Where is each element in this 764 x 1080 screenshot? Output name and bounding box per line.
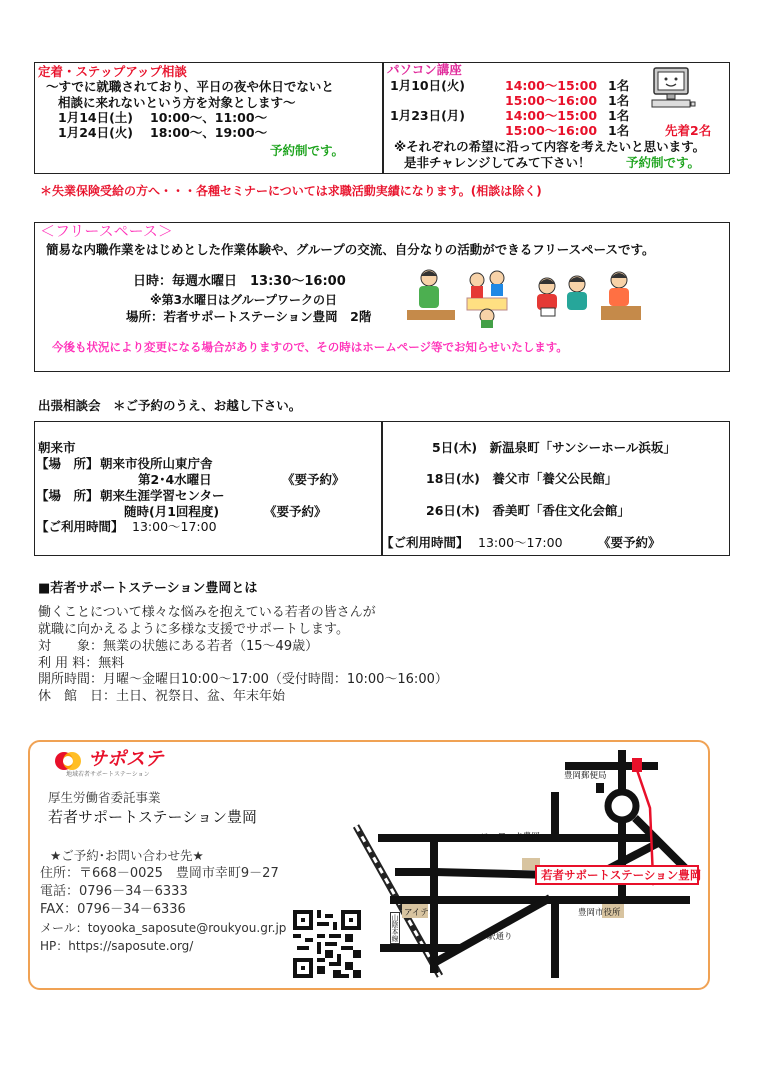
map-city-hall: 豊岡市役所 [578, 908, 621, 918]
outreach-place2-reserve: 《要予約》 [264, 504, 327, 519]
contact-fax: FAX：0796－34－6336 [40, 902, 186, 917]
pc-row1-time: 14:00～15:00 [505, 78, 598, 93]
saposute-logo-text: サポステ [88, 748, 164, 770]
pc-row3-time: 14:00～15:00 [505, 108, 598, 123]
people-illustration [405, 266, 645, 328]
free-space-title: ＜フリースペース＞ [40, 222, 173, 240]
outreach-right-1: 5日(木) 新温泉町「サンシーホール浜坂」 [432, 440, 676, 455]
pc-row1-count: 1名 [608, 78, 630, 93]
pc-row2-count: 1名 [608, 93, 630, 108]
consult-date1: 1月14日(土) [58, 110, 134, 125]
pc-first-come: 先着2名 [665, 123, 712, 138]
consult-line1: ～すでに就職されており、平日の夜や休日でないと [46, 79, 334, 94]
about-heading: ■若者サポートステーション豊岡とは [38, 581, 258, 596]
contact-tel: 電話：0796－34－6333 [40, 884, 188, 899]
outreach-right-hours: 13:00～17:00 [478, 535, 563, 550]
outreach-place1: 朝来市役所山東庁舎 [100, 456, 213, 471]
contact-heading: ★ご予約･お問い合わせ先★ [50, 848, 204, 863]
consult-reserve-note: 予約制です。 [270, 143, 345, 158]
free-space-desc: 簡易な内職作業をはじめとした作業体験や、グループの交流、自分なりの活動ができるフリースペースです。 [46, 242, 655, 257]
about-fee: 利 用 料：無料 [38, 656, 125, 671]
contact-mail[interactable]: メール：toyooka_saposute@roukyou.gr.jp [40, 921, 287, 935]
pc-row2-time: 15:00～16:00 [505, 93, 598, 108]
pc-row3-count: 1名 [608, 108, 630, 123]
about-target: 対 象：無業の状態にある若者（15～49歳） [38, 639, 319, 654]
consult-line2: 相談に来れないという方を対象とします～ [58, 95, 296, 110]
outreach-heading: 出張相談会 ＊ご予約のうえ、お越し下さい。 [38, 398, 302, 413]
outreach-place2-sched: 随時(月1回程度) [124, 504, 220, 519]
pc-row1-date: 1月10日(火) [390, 78, 466, 93]
map-aity: アイティ [404, 908, 437, 918]
outreach-right-3: 26日(木) 香美町「香住文化会館」 [426, 503, 630, 518]
pc-row4-count: 1名 [608, 123, 630, 138]
unemployment-warning: ＊失業保険受給の方へ・・・各種セミナーについては求職活動実績になります。(相談は除く) [40, 184, 542, 198]
about-hours: 開所時間：月曜～金曜日10:00～17:00（受付時間：10:00～16:00） [38, 672, 448, 687]
outreach-place1-sched: 第2･4水曜日 [138, 472, 212, 487]
outreach-right-2: 18日(水) 養父市「養父公民館」 [426, 471, 618, 486]
about-closed: 休 館 日：土日、祝祭日、盆、年末年始 [38, 689, 286, 704]
computer-icon [648, 66, 696, 112]
pc-title: パソコン講座 [387, 62, 462, 77]
pc-row3-date: 1月23日(月) [390, 108, 466, 123]
free-space-when: 日時：毎週水曜日 13:30～16:00 [133, 274, 346, 289]
ministry: 厚生労働省委託事業 [48, 790, 161, 805]
outreach-place1-reserve: 《要予約》 [282, 472, 345, 487]
map-saposute-label: 若者サポートステーション豊岡 [541, 868, 702, 882]
outreach-hours: 13:00～17:00 [132, 519, 217, 534]
consult-time1: 10:00～、11:00～ [150, 110, 268, 125]
free-space-notice: 今後も状況により変更になる場合がありますので、その時はホームページ等でお知らせいたします。 [52, 340, 568, 354]
consult-date2: 1月24日(火) [58, 125, 134, 140]
outreach-right-reserve: 《要予約》 [598, 535, 661, 550]
outreach-hours-label: 【ご利用時間】 [36, 519, 124, 534]
contact-hp[interactable]: HP：https://saposute.org/ [40, 939, 194, 953]
map-railway-label: 山陰本線 [391, 914, 399, 942]
outreach-city: 朝来市 [38, 440, 76, 455]
consult-title: 定着・ステップアップ相談 [38, 64, 187, 79]
pc-reserve-note: 予約制です。 [626, 155, 701, 170]
outreach-right-hours-label: 【ご利用時間】 [381, 535, 469, 550]
about-p1: 働くことについて様々な悩みを抱えている若者の皆さんが [38, 605, 376, 620]
outreach-place2-label: 【場 所】 [36, 488, 99, 503]
pc-row4-time: 15:00～16:00 [505, 123, 598, 138]
consult-time2: 18:00～、19:00～ [150, 125, 268, 140]
about-p2: 就職に向かえるように多様な支援でサポートします。 [38, 622, 349, 637]
map-post-office: 豊岡郵便局 [564, 771, 607, 781]
outreach-place2: 朝来生涯学習センター [100, 488, 225, 503]
contact-address: 住所：〒668－0025 豊岡市幸町9－27 [40, 866, 279, 881]
pc-note1: ※それぞれの希望に沿って内容を考えたいと思います。 [394, 139, 706, 154]
map-station-road: 駅通り [487, 932, 513, 942]
map-hellowork: ハローワーク豊岡 [472, 832, 541, 842]
org-name: 若者サポートステーション豊岡 [48, 808, 257, 826]
access-map [350, 748, 700, 980]
free-space-sub: ※第3水曜日はグループワークの日 [150, 293, 338, 307]
saposute-logo-sub: 地域若者サポートステーション [66, 771, 150, 778]
pc-note2: 是非チャレンジしてみて下さい！ [404, 155, 591, 170]
free-space-place: 場所：若者サポートステーション豊岡 2階 [126, 309, 372, 324]
outreach-place1-label: 【場 所】 [36, 456, 99, 471]
saposute-logo-icon [53, 749, 87, 773]
